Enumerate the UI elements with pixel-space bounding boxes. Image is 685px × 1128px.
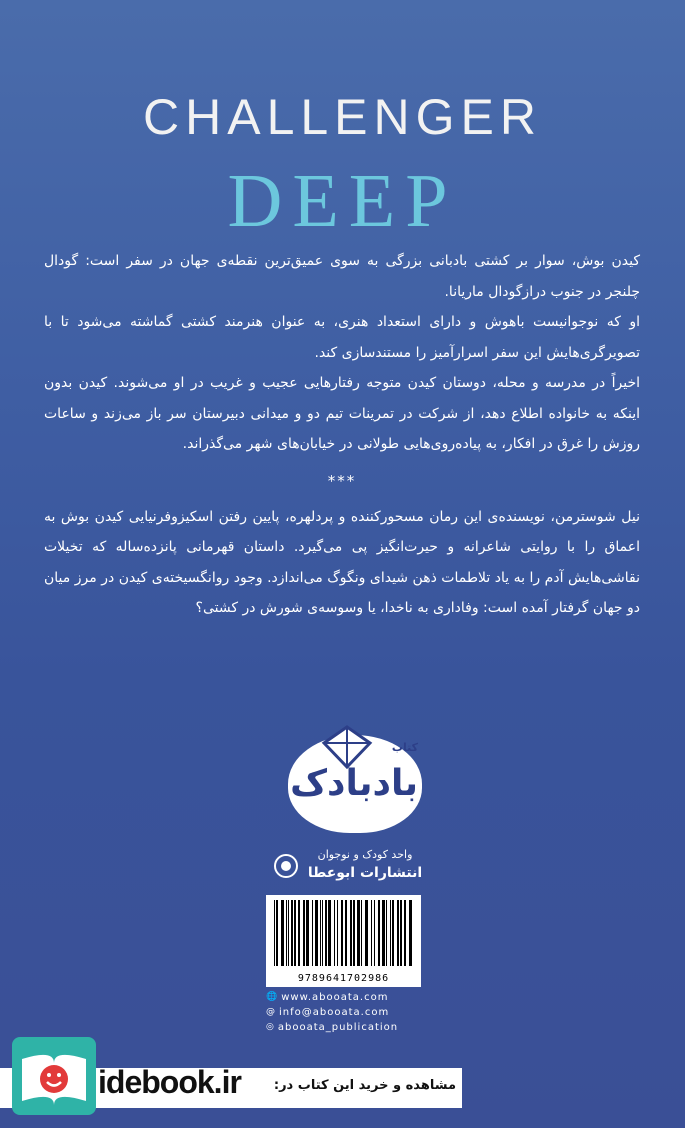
barcode-bar bbox=[286, 900, 287, 966]
barcode-bar bbox=[281, 900, 284, 966]
blurb-paragraph-4: نیل شوسترمن، نویسنده‌ی این رمان مسحورکننده و پردلهره، پایین رفتن اسکیزوفرنیایی کیدن بوش به اعماق را با روایتی شاعرانه و حیرت‌انگیز پی می‌گیرد. داستان قهرمانی پانزده‌ساله که تخیلات نقاشی‌هایش آدم را به یاد تلاطمات ذهن شیدای ونگوگ می‌اندازد. وجود روانگسیخته‌ی کیدن در مرز میان دو جهان گرفتار آمده است: وفاداری به ناخدا، یا وسوسه‌ی شورش در کشتی؟ bbox=[44, 508, 640, 616]
publisher-unit: واحد کودک و نوجوان bbox=[317, 848, 413, 861]
blurb-paragraph-3: اخیراً در مدرسه و محله، دوستان کیدن متوجه رفتارهایی عجیب و غریب در او می‌شوند. کیدن بدون اینکه به خانواده اطلاع دهد، از شرکت در تمرینات تیم دو و میدانی دبیرستان سر باز می‌زند و ساعات روزش را غرق در افکار، به پیاده‌روی‌هایی طولانی در خیابان‌های شهر می‌گذراند. bbox=[44, 375, 640, 452]
barcode-bar bbox=[337, 900, 338, 966]
barcode-bar bbox=[306, 900, 309, 966]
barcode-bar bbox=[298, 900, 300, 966]
barcode-bar bbox=[390, 900, 391, 966]
barcode-bar bbox=[294, 900, 296, 966]
email-row bbox=[266, 1005, 426, 1020]
book-title-line1: CHALLENGER bbox=[143, 89, 542, 145]
website-row bbox=[266, 990, 426, 1005]
barcode-bar bbox=[341, 900, 343, 966]
at-icon: @ bbox=[266, 1007, 276, 1017]
isbn-number: 9789641702986 bbox=[297, 973, 390, 984]
barcode-bar bbox=[288, 900, 289, 966]
barcode-bar bbox=[320, 900, 321, 966]
barcode-bar bbox=[291, 900, 293, 966]
contact-info bbox=[266, 990, 426, 1035]
barcode-bar bbox=[325, 900, 327, 966]
barcode-bar bbox=[303, 900, 305, 966]
instagram-icon: ◎ bbox=[266, 1022, 275, 1032]
open-book-icon bbox=[10, 1035, 98, 1117]
barcode-bars bbox=[272, 900, 415, 966]
email-text: info@abooata.com bbox=[279, 1007, 390, 1018]
barcode-bar bbox=[397, 900, 399, 966]
barcode-bar bbox=[409, 900, 412, 966]
barcode-bar bbox=[400, 900, 402, 966]
barcode-bar bbox=[361, 900, 362, 966]
footer-tagline: مشاهده و خرید این کتاب در: bbox=[273, 1078, 456, 1093]
barcode-bar bbox=[365, 900, 368, 966]
barcode-bar bbox=[371, 900, 372, 966]
barcode-bar bbox=[374, 900, 375, 966]
imprint-small-label: کتاب bbox=[391, 741, 418, 754]
barcode-bar bbox=[315, 900, 318, 966]
imprint-name: بادبادک bbox=[290, 763, 418, 804]
website-text: www.abooata.com bbox=[281, 992, 389, 1003]
publisher-block bbox=[270, 848, 430, 888]
barcode-bar bbox=[274, 900, 275, 966]
barcode-bar bbox=[382, 900, 385, 966]
section-separator: *** bbox=[327, 471, 357, 490]
barcode-bar bbox=[328, 900, 331, 966]
barcode-bar bbox=[353, 900, 355, 966]
instagram-text: abooata_publication bbox=[277, 1022, 399, 1033]
barcode-bar bbox=[357, 900, 360, 966]
barcode-bar bbox=[386, 900, 387, 966]
barcode-bar bbox=[404, 900, 406, 966]
barcode-bar bbox=[322, 900, 323, 966]
imprint-logo bbox=[270, 725, 430, 843]
barcode-bar bbox=[276, 900, 278, 966]
footer-brand: idebook.ir bbox=[98, 1064, 241, 1100]
book-title-line2: DEEP bbox=[227, 159, 458, 243]
barcode-bar bbox=[334, 900, 335, 966]
instagram-row bbox=[266, 1020, 426, 1035]
publisher-name: انتشارات ابوعطا bbox=[307, 865, 423, 881]
blurb-paragraph-1: کیدن بوش، سوار بر کشتی بادبانی بزرگی به سوی عمیق‌ترین نقطه‌ی جهان در سفر است: گودال چلنجر در جنوب درازگودال ماریانا. bbox=[44, 253, 640, 300]
publisher-emblem-icon bbox=[274, 854, 298, 878]
barcode-bar bbox=[312, 900, 313, 966]
blurb-paragraph-2: او که نوجوانیست باهوش و دارای استعداد هنری، به عنوان هنرمند کشتی گماشته می‌شود تا با تصویرگری‌هایش این سفر اسرارآمیز را مستندسازی کند. bbox=[44, 314, 640, 361]
barcode-bar bbox=[392, 900, 394, 966]
blurb bbox=[44, 246, 640, 624]
globe-icon: 🌐 bbox=[266, 992, 279, 1002]
barcode bbox=[266, 895, 421, 987]
barcode-bar bbox=[350, 900, 352, 966]
barcode-bar bbox=[345, 900, 347, 966]
barcode-bar bbox=[378, 900, 380, 966]
